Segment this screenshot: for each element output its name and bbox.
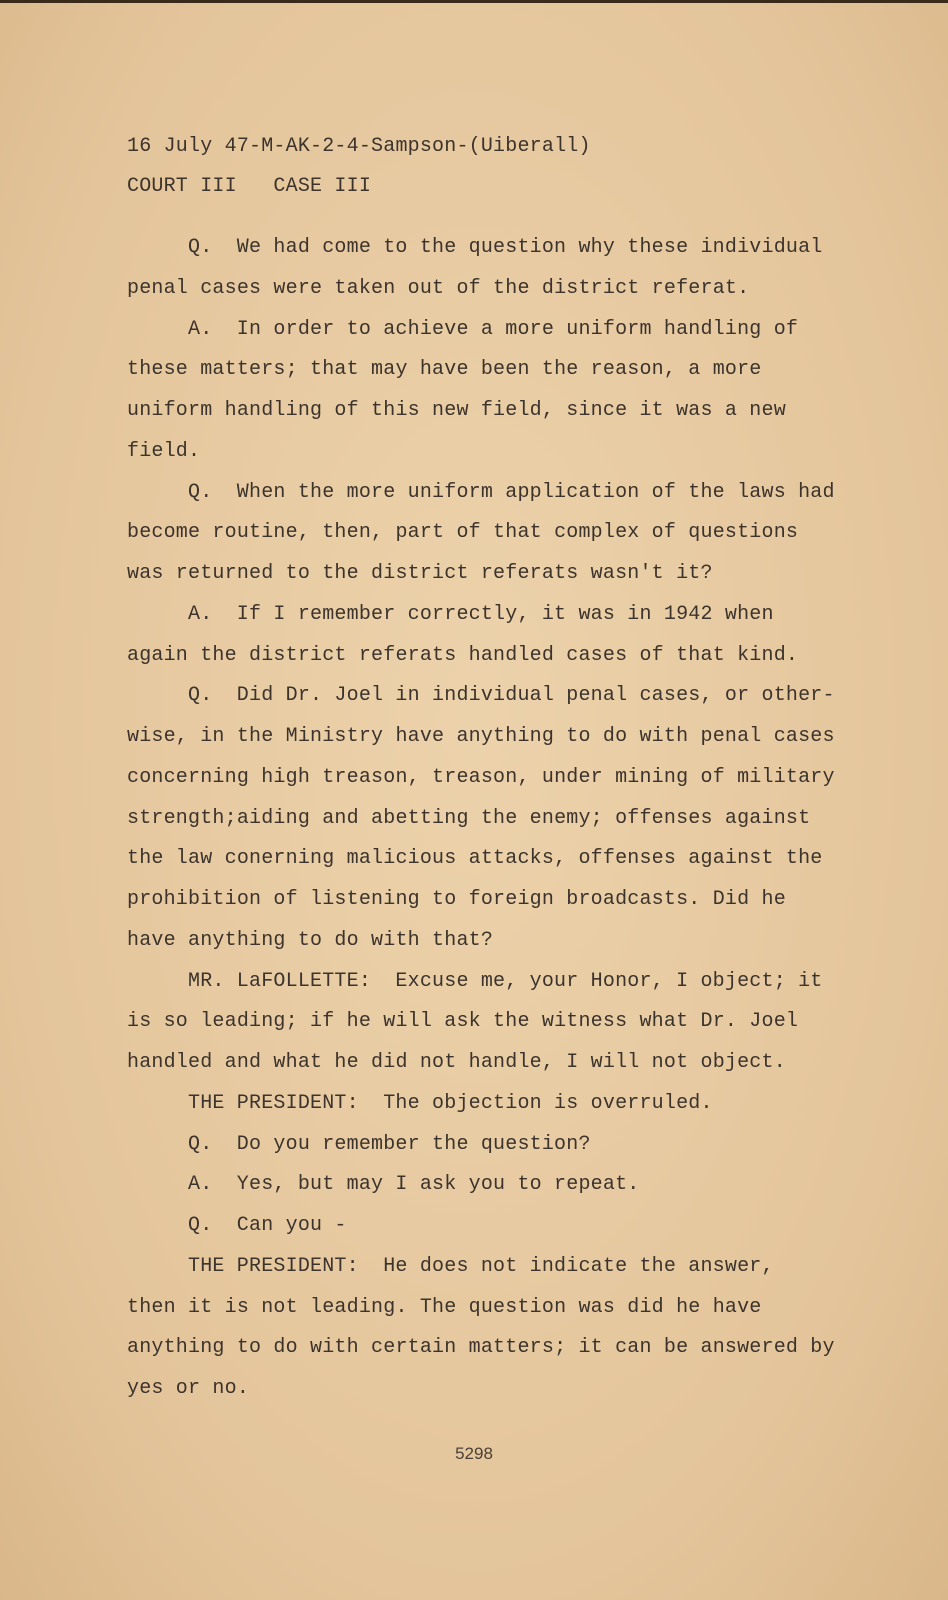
transcript-line: A. Yes, but may I ask you to repeat. bbox=[188, 1173, 640, 1197]
transcript-line: was returned to the district referats wasn't it? bbox=[127, 562, 713, 585]
transcript-line: the law conerning malicious attacks, offenses against the bbox=[127, 847, 823, 871]
transcript-line: then it is not leading. The question was did he have bbox=[127, 1295, 762, 1319]
transcript-line: these matters; that may have been the reason, a more bbox=[127, 358, 762, 382]
transcript-line: wise, in the Ministry have anything to do with penal cases bbox=[127, 725, 835, 748]
transcript-line: Q. Did Dr. Joel in individual penal cases, or other- bbox=[188, 684, 835, 708]
transcript-line: yes or no. bbox=[127, 1377, 250, 1400]
court-case-line: COURT III CASE III bbox=[127, 175, 372, 198]
header-line: 16 July 47-M-AK-2-4-Sampson-(Uiberall) bbox=[127, 135, 591, 158]
transcript-line: concerning high treason, treason, under mining of military bbox=[127, 765, 835, 789]
transcript-line: field. bbox=[127, 439, 201, 463]
transcript-line: become routine, then, part of that complex of questions bbox=[127, 521, 799, 545]
transcript-line: THE PRESIDENT: He does not indicate the answer, bbox=[188, 1254, 774, 1278]
transcript-line: uniform handling of this new field, since it was a new bbox=[127, 399, 786, 422]
transcript-line: A. In order to achieve a more uniform handling of bbox=[188, 317, 799, 341]
transcript-line: THE PRESIDENT: The objection is overruled. bbox=[188, 1091, 713, 1115]
transcript-line: Q. Can you - bbox=[188, 1214, 347, 1237]
transcript-line: is so leading; if he will ask the witness what Dr. Joel bbox=[127, 1010, 799, 1034]
transcript-line: A. If I remember correctly, it was in 1942 when bbox=[188, 602, 774, 626]
transcript-line: prohibition of listening to foreign broadcasts. Did he bbox=[127, 888, 786, 911]
transcript-line: strength;aiding and abetting the enemy; offenses against bbox=[127, 806, 811, 830]
transcript-line: anything to do with certain matters; it can be answered by bbox=[127, 1336, 835, 1360]
transcript-line: handled and what he did not handle, I will not object. bbox=[127, 1051, 786, 1074]
transcript-line: Q. When the more uniform application of the laws had bbox=[188, 480, 835, 504]
transcript-line: Q. We had come to the question why these individual bbox=[188, 236, 823, 259]
transcript-line: have anything to do with that? bbox=[127, 928, 494, 952]
page-number: 5298 bbox=[455, 1444, 493, 1463]
transcript-line: again the district referats handled cases of that kind. bbox=[127, 643, 799, 667]
transcript-line: MR. LaFOLLETTE: Excuse me, your Honor, I object; it bbox=[188, 969, 823, 993]
transcript-line: Q. Do you remember the question? bbox=[188, 1132, 591, 1156]
scan-edge bbox=[0, 0, 948, 3]
transcript-line: penal cases were taken out of the district referat. bbox=[127, 276, 750, 300]
